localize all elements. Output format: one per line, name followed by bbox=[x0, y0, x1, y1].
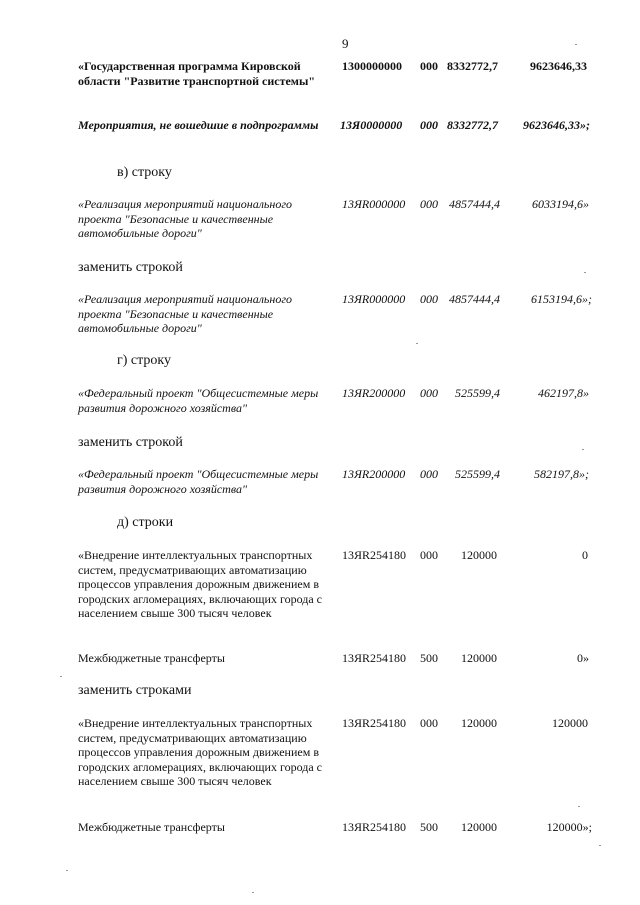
instruction-heading: в) строку bbox=[117, 165, 172, 180]
row-name: «Внедрение интеллектуальных транспортных систем, предусматривающих автоматизацию процессов управления дорожным движением в городских агломерациях, включающих города с населением свыше 300 тысяч человек bbox=[78, 716, 322, 788]
row-code: 13ЯR000000 bbox=[342, 292, 406, 306]
row-name: Межбюджетные трансферты bbox=[78, 820, 225, 834]
row-code: 13ЯR200000 bbox=[342, 467, 406, 481]
row-value-2: 0» bbox=[577, 651, 589, 665]
row-value-2: 120000»; bbox=[546, 820, 592, 834]
scan-speck bbox=[599, 845, 601, 846]
scan-speck bbox=[416, 343, 418, 344]
row-value-2: 6153194,6»; bbox=[531, 292, 592, 306]
row-value-1: 525599,4 bbox=[455, 386, 500, 400]
row-value-2: 0 bbox=[582, 548, 588, 562]
instruction-heading: д) строки bbox=[117, 515, 174, 530]
scan-speck bbox=[578, 806, 580, 807]
scan-speck bbox=[60, 676, 62, 677]
row-name: «Реализация мероприятий национального проекта "Безопасные и качественные автомобильные дороги" bbox=[78, 197, 293, 240]
scan-speck bbox=[575, 44, 577, 45]
scan-speck bbox=[584, 272, 586, 273]
row-name: Мероприятия, не вошедшие в подпрограммы bbox=[78, 118, 319, 132]
row-value-2: 120000 bbox=[552, 716, 588, 730]
scan-speck bbox=[252, 892, 254, 893]
row-kind: 000 bbox=[420, 59, 438, 73]
scan-speck bbox=[66, 870, 68, 871]
instruction-heading: заменить строкой bbox=[78, 260, 183, 275]
row-code: 1300000000 bbox=[342, 59, 402, 73]
row-value-2: 582197,8»; bbox=[534, 467, 589, 481]
instruction-heading: заменить строкой bbox=[78, 435, 183, 450]
row-value-2: 6033194,6» bbox=[532, 197, 589, 211]
row-value-2: 9623646,33 bbox=[530, 59, 587, 73]
row-code: 13Я0000000 bbox=[340, 118, 403, 132]
row-value-2: 9623646,33»; bbox=[523, 118, 590, 132]
instruction-heading: г) строку bbox=[117, 353, 172, 368]
row-value-1: 120000 bbox=[461, 548, 497, 562]
row-value-2: 462197,8» bbox=[538, 386, 589, 400]
row-name: «Внедрение интеллектуальных транспортных систем, предусматривающих автоматизацию процессов управления дорожным движением в городских агломерациях, включающих города с населением свыше 300 тысяч человек bbox=[78, 548, 322, 620]
row-value-1: 4857444,4 bbox=[449, 197, 500, 211]
row-code: 13ЯR000000 bbox=[342, 197, 406, 211]
row-kind: 000 bbox=[420, 292, 438, 306]
row-name: «Государственная программа Кировской области "Развитие транспортной системы" bbox=[78, 59, 316, 88]
row-code: 13ЯR200000 bbox=[342, 386, 406, 400]
row-kind: 000 bbox=[420, 716, 438, 730]
row-kind: 000 bbox=[420, 548, 438, 562]
row-name: Межбюджетные трансферты bbox=[78, 651, 225, 665]
row-value-1: 120000 bbox=[461, 651, 497, 665]
row-value-1: 525599,4 bbox=[455, 467, 500, 481]
row-code: 13ЯR254180 bbox=[342, 820, 407, 834]
row-kind: 000 bbox=[420, 386, 438, 400]
row-value-1: 8332772,7 bbox=[447, 59, 498, 73]
scan-speck bbox=[582, 449, 584, 450]
row-value-1: 120000 bbox=[461, 820, 497, 834]
row-kind: 500 bbox=[420, 820, 438, 834]
row-code: 13ЯR254180 bbox=[342, 716, 407, 730]
row-kind: 000 bbox=[420, 197, 438, 211]
row-name: «Федеральный проект "Общесистемные меры развития дорожного хозяйства" bbox=[78, 386, 319, 415]
row-kind: 000 bbox=[420, 118, 438, 132]
row-value-1: 4857444,4 bbox=[449, 292, 500, 306]
row-kind: 500 bbox=[420, 651, 438, 665]
row-code: 13ЯR254180 bbox=[342, 548, 407, 562]
row-value-1: 120000 bbox=[461, 716, 497, 730]
row-name: «Реализация мероприятий национального проекта "Безопасные и качественные автомобильные дороги" bbox=[78, 292, 293, 335]
page-number: 9 bbox=[342, 36, 349, 51]
instruction-heading: заменить строками bbox=[78, 683, 192, 698]
row-kind: 000 bbox=[420, 467, 438, 481]
row-name: «Федеральный проект "Общесистемные меры развития дорожного хозяйства" bbox=[78, 467, 319, 496]
row-value-1: 8332772,7 bbox=[447, 118, 498, 132]
row-code: 13ЯR254180 bbox=[342, 651, 407, 665]
